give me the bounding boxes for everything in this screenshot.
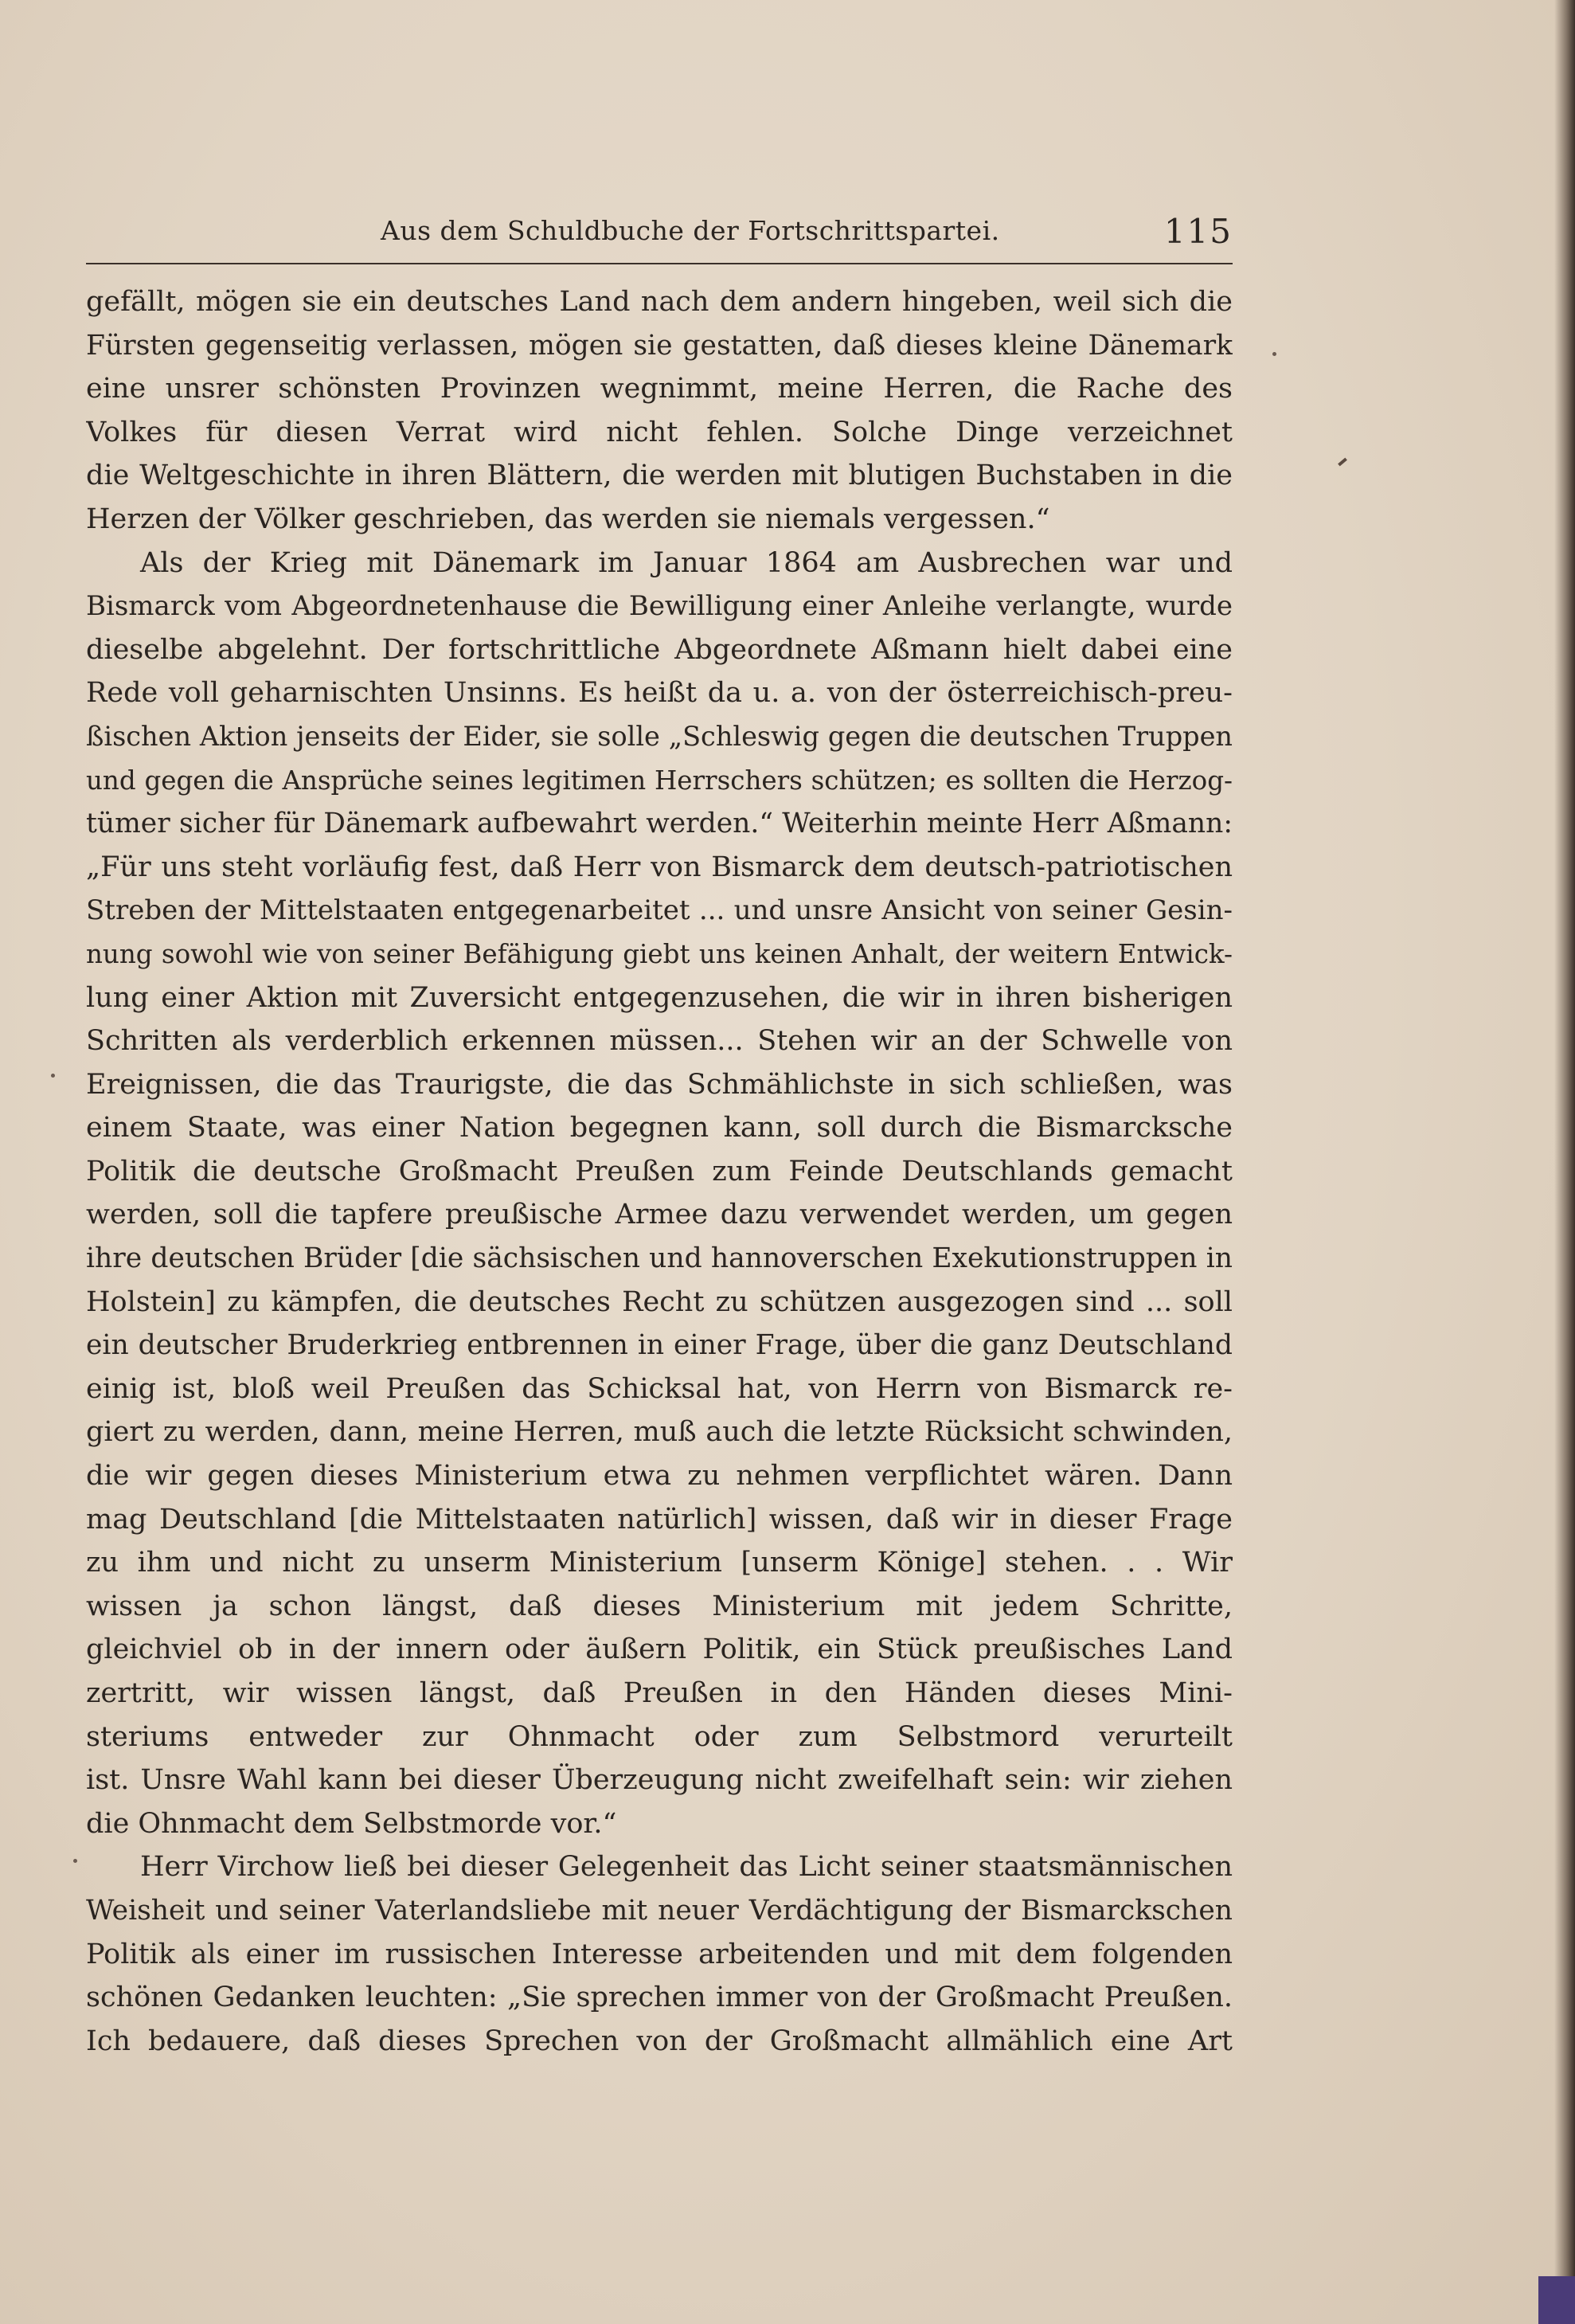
margin-speck: [51, 1074, 55, 1078]
margin-speck: [73, 1859, 77, 1863]
text-line: Volkes für diesen Verrat wird nicht fehlen. Solche Dinge verzeichnet: [86, 416, 1233, 448]
text-line: Weisheit und seiner Vaterlandsliebe mit neuer Verdächtigung der Bismarckschen: [86, 1894, 1233, 1927]
text-line: Fürsten gegenseitig verlassen, mögen sie gestatten, daß dieses kleine Dänemark: [86, 329, 1233, 362]
text-line: Rede voll geharnischten Unsinns. Es heißt da u. a. von der österreichisch-preu-: [86, 677, 1233, 710]
text-line: steriums entweder zur Ohnmacht oder zum Selbstmord verurteilt: [86, 1720, 1233, 1753]
running-title: Aus dem Schuldbuche der Fortschrittspartei.: [381, 215, 1000, 246]
text-line: Als der Krieg mit Dänemark im Januar 1864 am Ausbrechen war und: [140, 546, 1233, 579]
text-line: Politik die deutsche Großmacht Preußen zum Feinde Deutschlands gemacht: [86, 1155, 1233, 1187]
text-line: giert zu werden, dann, meine Herren, muß auch die letzte Rücksicht schwinden,: [86, 1416, 1233, 1449]
text-line: Ereignissen, die das Traurigste, die das Schmählichste in sich schließen, was: [86, 1068, 1233, 1101]
text-line: die Weltgeschichte in ihren Blättern, die werden mit blutigen Buchstaben in die: [86, 460, 1233, 492]
text-line: ein deutscher Bruderkrieg entbrennen in einer Frage, über die ganz Deutschland: [86, 1329, 1233, 1362]
text-line: ßischen Aktion jenseits der Eider, sie solle „Schleswig gegen die deutschen Truppen: [86, 720, 1233, 752]
text-line: und gegen die Ansprüche seines legitimen Herrschers schützen; es sollten die Herzog-: [86, 765, 1233, 796]
header-rule: [86, 263, 1233, 264]
page-edge-shadow: [1554, 0, 1575, 2324]
text-line: die Ohnmacht dem Selbstmorde vor.“: [86, 1807, 617, 1840]
text-line: Bismarck vom Abgeordnetenhause die Bewilligung einer Anleihe verlangte, wurde: [86, 590, 1233, 623]
text-line: nung sowohl wie von seiner Befähigung giebt uns keinen Anhalt, der weitern Entwick-: [86, 938, 1233, 969]
running-head: [86, 212, 1233, 263]
text-line: Politik als einer im russischen Interesse arbeitenden und mit dem folgenden: [86, 1938, 1233, 1970]
text-line: Herr Virchow ließ bei dieser Gelegenheit das Licht seiner staatsmännischen: [140, 1851, 1233, 1884]
text-line: eine unsrer schönsten Provinzen wegnimmt, meine Herren, die Rache des: [86, 373, 1233, 405]
text-line: einig ist, bloß weil Preußen das Schicksal hat, von Herrn von Bismarck re-: [86, 1372, 1233, 1405]
text-line: gefällt, mögen sie ein deutsches Land nach dem andern hingeben, weil sich die: [86, 286, 1233, 318]
text-line: Ich bedauere, daß dieses Sprechen von der Großmacht allmählich eine Art: [86, 2025, 1233, 2057]
text-line: dieselbe abgelehnt. Der fortschrittliche Abgeordnete Aßmann hielt dabei eine: [86, 633, 1233, 666]
text-line: die wir gegen dieses Ministerium etwa zu nehmen verpflichtet wären. Dann: [86, 1460, 1233, 1493]
text-line: ihre deutschen Brüder [die sächsischen und hannoverschen Exekutionstruppen in: [86, 1242, 1233, 1275]
text-line: „Für uns steht vorläufig fest, daß Herr von Bismarck dem deutsch-patriotischen: [86, 851, 1233, 883]
text-line: schönen Gedanken leuchten: „Sie sprechen immer von der Großmacht Preußen.: [86, 1982, 1233, 2014]
text-line: Herzen der Völker geschrieben, das werden sie niemals vergessen.“: [86, 503, 1050, 535]
text-line: Streben der Mittelstaaten entgegenarbeitet ... und unsre Ansicht von seiner Gesin-: [86, 894, 1233, 927]
text-line: Holstein] zu kämpfen, die deutsches Recht zu schützen ausgezogen sind ... soll: [86, 1285, 1233, 1318]
text-line: mag Deutschland [die Mittelstaaten natürlich] wissen, daß wir in dieser Frage: [86, 1503, 1233, 1536]
text-line: werden, soll die tapfere preußische Armee dazu verwendet werden, um gegen: [86, 1199, 1233, 1231]
text-line: ist. Unsre Wahl kann bei dieser Überzeugung nicht zweifelhaft sein: wir ziehen: [86, 1764, 1233, 1797]
page-number: 115: [1163, 212, 1233, 251]
text-line: wissen ja schon längst, daß dieses Ministerium mit jedem Schritte,: [86, 1590, 1233, 1622]
margin-speck: [1272, 352, 1276, 356]
text-line: einem Staate, was einer Nation begegnen kann, soll durch die Bismarcksche: [86, 1112, 1233, 1144]
margin-pencil-mark: [1338, 458, 1347, 467]
corner-color-tab: [1538, 2276, 1575, 2324]
body-text: [86, 280, 1233, 2063]
text-line: Schritten als verderblich erkennen müssen... Stehen wir an der Schwelle von: [86, 1025, 1233, 1058]
text-line: gleichviel ob in der innern oder äußern Politik, ein Stück preußisches Land: [86, 1633, 1233, 1666]
text-line: tümer sicher für Dänemark aufbewahrt werden.“ Weiterhin meinte Herr Aßmann:: [86, 808, 1233, 840]
text-line: zu ihm und nicht zu unserm Ministerium [unserm Könige] stehen. . . Wir: [86, 1547, 1233, 1579]
text-line: zertritt, wir wissen längst, daß Preußen in den Händen dieses Mini-: [86, 1677, 1233, 1709]
text-line: lung einer Aktion mit Zuversicht entgegenzusehen, die wir in ihren bisherigen: [86, 981, 1233, 1014]
